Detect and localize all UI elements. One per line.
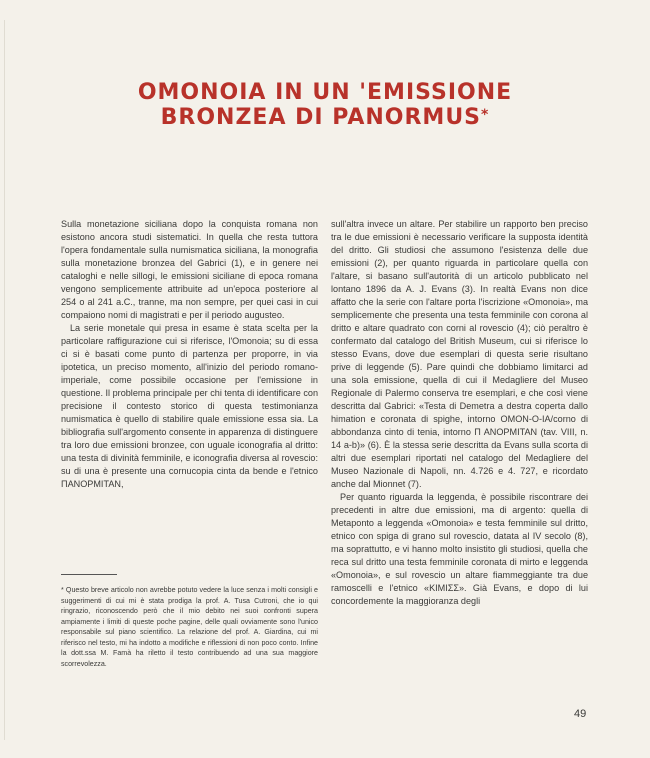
title-line-2 (0, 105, 650, 130)
page-number: 49 (574, 708, 587, 720)
right-column (331, 218, 588, 608)
title-footnote-mark: * (481, 107, 490, 123)
paragraph: sull'altra invece un altare. Per stabilire un rapporto ben preciso tra le due emissioni è necessario verificare la supposta identità del dritto. Gli studiosi che assumono l'esistenza delle due emissioni (2), per quanto riguarda in particolare quella con l'altare, si basano sull'autorità di un articolo pubblicato nel lontano 1896 da A. J. Evans (3). In realtà Evans non dice affatto che la serie con l'altare porta l'iscrizione «Omonoia», ma semplicemente che presenta una testa femminile con corona al dritto e altare quadrato con corni al rovescio (4); ciò peraltro è confermato dal catalogo del British Museum, cui si riferisce lo stesso Evans, dove due esemplari di questa serie risultano prive di leggende (5). Pare quindi che dobbiamo limitarci ad una sola emissione, quella di cui il Medagliere del Museo Regionale di Palermo conserva tre esemplari, e che così viene descritta dal Gabrici: «Testa di Demetra a destra coperta dallo himation e coronata di spighe, intorno OMON-O-IA/corno di abbondanza cinto di tenia, intorno Π ΑΝΟΡΜΙΤΑΝ (tav. VIII, n. 14 a-b)» (6). È la stessa serie descritta da Evans sulla scorta di altri due esemplari riportati nel catalogo del Medagliere del Museo Nazionale di Napoli, nn. 4.726 e 4. 727, e ricordato anche dal Mionnet (7). (331, 219, 588, 489)
paragraph: Sulla monetazione siciliana dopo la conquista romana non esistono ancora studi sistematici. In quella che resta tuttora l'opera fondamentale sulla numismatica siciliana, la monografia sulla monetazione bronzea del Gabrici (1), e in genere nei cataloghi e nelle sillogi, le emissioni siciliane di epoca romana vengono semplicemente attribuite ad un'epoca posteriore al 254 o al 241 a.C., tranne, ma non sempre, per quei casi in cui compaiono nomi di magistrati e per il periodo augusteo. (61, 219, 318, 320)
title-line-2-text: BRONZEA DI PANORMUS (160, 105, 482, 130)
paragraph: Per quanto riguarda la leggenda, è possibile riscontrare dei precedenti in altre due emissioni, ma di argento: quella di Metaponto a leggenda «Omonoia» e testa femminile sul dritto, etnico con spiga di grano sul rovescio, datata al IV secolo (8), ma soprattutto, e vi hanno molto insistito gli studiosi, quella che reca sul dritto una testa femminile coronata di mirto e leggenda «Omonoia», e sul rovescio un altare fiammeggiante tra due ramoscelli e l'etnico «ΚΙΜΙΣΣ». Già Evans, e dopo di lui concordemente la maggioranza degli (331, 492, 588, 606)
footnote: * Questo breve articolo non avrebbe potuto vedere la luce senza i molti consigli e suggerimenti di cui mi è stata prodiga la prof. A. Tusa Cutroni, che io qui ringrazio, riconoscendo però che il mio debito nei suoi confronti supera ampiamente i limiti di queste poche pagine, delle quali ovviamente sono l'unico responsabile sul piano scientifico. La relazione del prof. A. Giardina, cui mi riferisco nel testo, mi ha indotto a modifiche e riflessioni di non poco conto. Infine la dott.ssa M. Famà ha riletto il testo contribuendo ad una sua maggiore scorrevolezza. (61, 586, 318, 668)
paragraph: La serie monetale qui presa in esame è stata scelta per la particolare raffigurazione cui si riferisce, l'Omonoia; su di essa ci si è basati come punto di partenza per proporre, in via ipotetica, un preciso momento, all'inizio del periodo romano-imperiale, come possibile occasione per l'emissione in questione. Il problema principale per chi tenta di identificare con precisione il contesto storico di questa testimonianza numismatica è quello di stabilire quale emissione essa sia. La bibliografia sull'argomento consente in apparenza di distinguere tra loro due emissioni bronzee, con uguale iconografia al dritto: una testa di divinità femminile, e iconografia diversa al rovescio: su di una è presente una cornucopia cinta da bende e l'etnico ΠΑΝΟΡΜΙΤΑΝ, (61, 323, 318, 489)
article-title (0, 80, 650, 130)
title-line-1: OMONOIA IN UN 'EMISSIONE (137, 80, 513, 105)
footnote-rule (61, 574, 117, 575)
left-column (61, 218, 318, 491)
